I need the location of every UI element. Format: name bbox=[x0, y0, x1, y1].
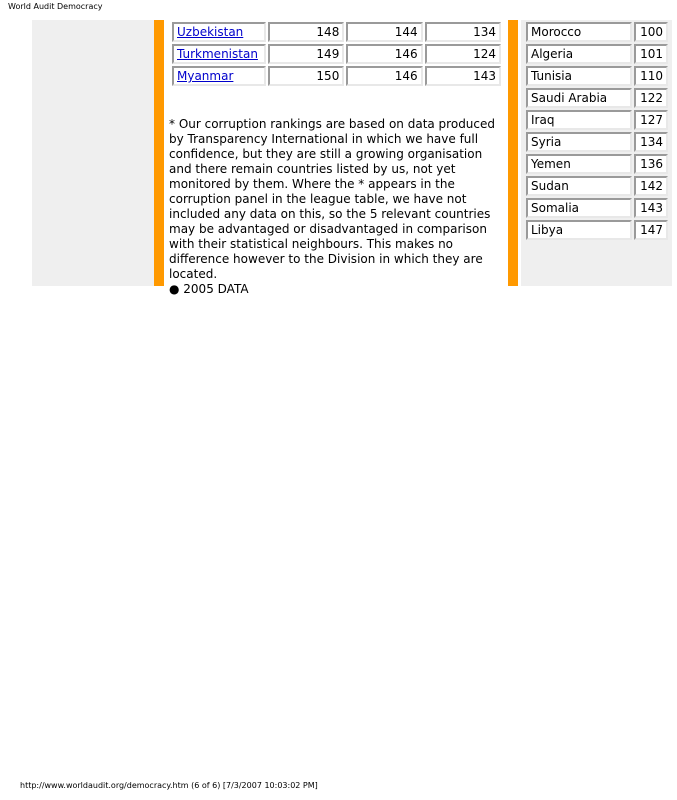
data-year-note: ● 2005 DATA bbox=[169, 282, 249, 296]
table-row bbox=[526, 110, 668, 130]
table-row bbox=[526, 198, 668, 218]
table-row bbox=[526, 88, 668, 108]
rank-value: 144 bbox=[346, 22, 422, 42]
ranking-table bbox=[170, 20, 503, 88]
table-row bbox=[526, 66, 668, 86]
right-sidebar-panel bbox=[521, 20, 672, 286]
country-name: Algeria bbox=[526, 44, 632, 64]
rank-value: 150 bbox=[268, 66, 344, 86]
rank-value: 146 bbox=[346, 44, 422, 64]
country-value: 100 bbox=[634, 22, 668, 42]
table-row bbox=[526, 176, 668, 196]
country-name: Saudi Arabia bbox=[526, 88, 632, 108]
country-value: 110 bbox=[634, 66, 668, 86]
main-content bbox=[164, 20, 508, 296]
country-value: 134 bbox=[634, 132, 668, 152]
country-value: 147 bbox=[634, 220, 668, 240]
corruption-footnote bbox=[169, 117, 507, 297]
table-row bbox=[172, 66, 501, 86]
country-cell bbox=[172, 44, 266, 64]
country-value: 142 bbox=[634, 176, 668, 196]
country-name: Tunisia bbox=[526, 66, 632, 86]
table-row bbox=[526, 22, 668, 42]
country-name: Yemen bbox=[526, 154, 632, 174]
country-cell bbox=[172, 22, 266, 42]
table-row bbox=[526, 132, 668, 152]
country-value: 122 bbox=[634, 88, 668, 108]
side-ranking-table bbox=[524, 20, 670, 242]
country-name: Libya bbox=[526, 220, 632, 240]
footnote-text: * Our corruption rankings are based on data produced by Transparency International in which we have full confidence, but they are still a growing organisation and there remain countries listed by us, not yet monitored by them. Where the * appears in the corruption panel in the league table, we have not included any data on this, so the 5 relevant countries may be advantaged or disadvantaged in comparison with their statistical neighbours. This makes no difference however to the Division in which they are located. bbox=[169, 117, 496, 281]
table-row bbox=[172, 44, 501, 64]
rank-value: 146 bbox=[346, 66, 422, 86]
country-name: Syria bbox=[526, 132, 632, 152]
table-row bbox=[526, 154, 668, 174]
table-row bbox=[172, 22, 501, 42]
rank-value: 143 bbox=[425, 66, 501, 86]
country-link-myanmar[interactable]: Myanmar bbox=[177, 69, 234, 83]
country-value: 101 bbox=[634, 44, 668, 64]
country-value: 143 bbox=[634, 198, 668, 218]
left-accent-bar bbox=[154, 20, 164, 286]
country-name: Iraq bbox=[526, 110, 632, 130]
country-value: 136 bbox=[634, 154, 668, 174]
country-name: Sudan bbox=[526, 176, 632, 196]
rank-value: 149 bbox=[268, 44, 344, 64]
country-link-turkmenistan[interactable]: Turkmenistan bbox=[177, 47, 258, 61]
country-cell bbox=[172, 66, 266, 86]
country-name: Morocco bbox=[526, 22, 632, 42]
table-row bbox=[526, 220, 668, 240]
country-value: 127 bbox=[634, 110, 668, 130]
country-name: Somalia bbox=[526, 198, 632, 218]
table-row bbox=[526, 44, 668, 64]
rank-value: 134 bbox=[425, 22, 501, 42]
rank-value: 124 bbox=[425, 44, 501, 64]
page-footer-url: http://www.worldaudit.org/democracy.htm (6 of 6) [7/3/2007 10:03:02 PM] bbox=[20, 781, 318, 790]
rank-value: 148 bbox=[268, 22, 344, 42]
right-accent-bar bbox=[508, 20, 518, 286]
left-sidebar-panel bbox=[32, 20, 154, 286]
page-header: World Audit Democracy bbox=[8, 2, 103, 11]
country-link-uzbekistan[interactable]: Uzbekistan bbox=[177, 25, 244, 39]
